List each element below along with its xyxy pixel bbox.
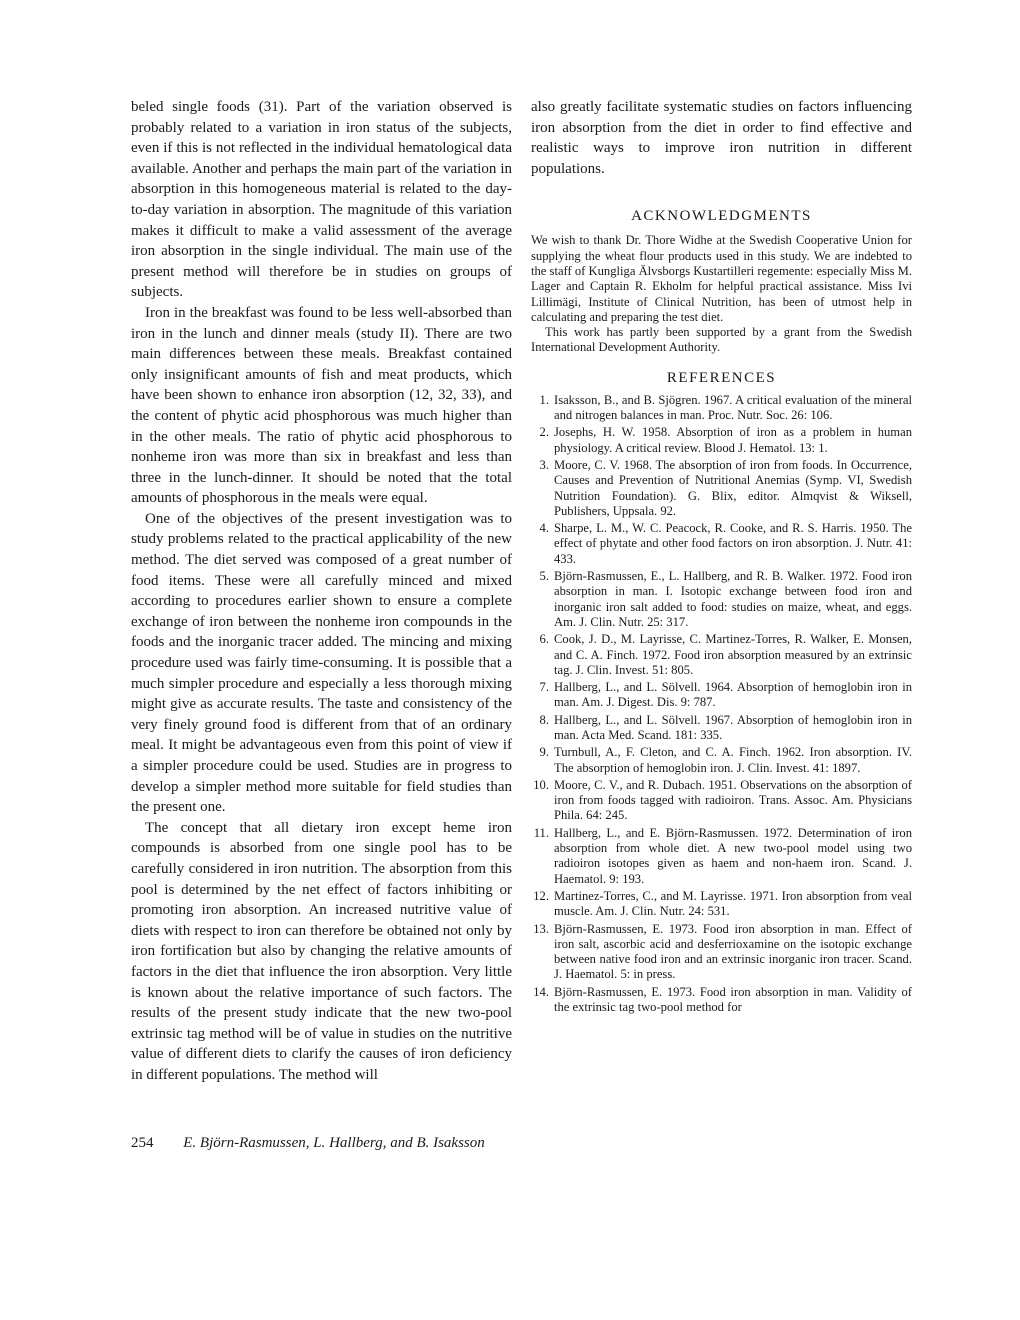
- reference-number: 1.: [539, 392, 549, 407]
- reference-item: [531, 393, 912, 424]
- body-paragraph: One of the objectives of the present investigation was to study problems related to the practical applicability of the new method. The diet served was composed of a great number of food items. These were all carefully minced and mixed according to procedures earlier shown to ensure a complete exchange of iron between the nonheme iron compounds in the foods and the inorganic tracer added. The mincing and mixing procedure used was fairly time-consuming. It is possible that a much simpler procedure and especially a less thorough mixing might give as accurate results. The taste and consistency of the very finely ground food is different from that of an ordinary meal. It might be advantageous even from this point of view if a simpler procedure could be used. Studies are in progress to develop a simpler method more suitable for field studies than the present one.: [131, 510, 512, 816]
- reference-text: Sharpe, L. M., W. C. Peacock, R. Cooke, and R. S. Harris. 1950. The effect of phytate and other food factors on iron absorption. J. Nutr. 41: 433.: [554, 521, 912, 566]
- reference-number: 12.: [533, 888, 549, 903]
- page-number: 254: [131, 1135, 154, 1151]
- reference-item: [531, 922, 912, 983]
- reference-number: 5.: [539, 569, 549, 584]
- reference-item: [531, 521, 912, 567]
- reference-text: Turnbull, A., F. Cleton, and C. A. Finch. 1962. Iron absorption. IV. The absorption of hemoglobin iron. J. Clin. Invest. 41: 1897.: [554, 745, 912, 775]
- reference-number: 2.: [539, 425, 549, 440]
- acknowledgments-paragraph: We wish to thank Dr. Thore Widhe at the Swedish Cooperative Union for supplying the wheat flour products used in this study. We are indebted to the staff of Kungliga Älvsborgs Kustartilleri regemente: especially Miss M. Lager and Captain R. Ekholm for helpful practical assistance. Miss Ivi Lillimägi, Institute of Clinical Nutrition, has been of utmost help in calculating and preparing the test diet.: [531, 233, 912, 324]
- reference-item: [531, 680, 912, 711]
- reference-item: [531, 713, 912, 744]
- left-column: [131, 97, 512, 1086]
- right-column: [531, 97, 912, 1017]
- reference-item: [531, 745, 912, 776]
- reference-number: 8.: [539, 712, 549, 727]
- reference-text: Hallberg, L., and L. Sölvell. 1967. Absorption of hemoglobin iron in man. Acta Med. Scand. 181: 335.: [554, 712, 912, 742]
- reference-text: Björn-Rasmussen, E., L. Hallberg, and R. B. Walker. 1972. Food iron absorption in man. I. Isotopic exchange between food iron and inorganic iron salt added to food: studies on maize, wheat, and eggs. Am. J. Clin. Nutr. 25: 317.: [554, 569, 912, 629]
- reference-list: [531, 393, 912, 1016]
- reference-item: [531, 778, 912, 824]
- body-paragraph-continuation: also greatly facilitate systematic studies on factors influencing iron absorption from the diet in order to find effective and realistic ways to improve iron nutrition in different populations.: [531, 99, 912, 177]
- body-paragraph: beled single foods (31). Part of the variation observed is probably related to a variation in iron status of the subjects, even if this is not reflected in the individual hematological data available. Another and perhaps the main part of the variation in absorption in this homogeneous material is related to the day-to-day variation in absorption. The magnitude of this variation makes it difficult to make a valid assessment of the average iron absorption in the single individual. The main use of the present method will therefore be in studies on groups of subjects.: [131, 99, 512, 301]
- reference-number: 9.: [539, 745, 549, 760]
- reference-number: 10.: [533, 777, 549, 792]
- reference-number: 14.: [533, 984, 549, 999]
- reference-number: 11.: [533, 825, 549, 840]
- reference-text: Moore, C. V., and R. Dubach. 1951. Observations on the absorption of iron from foods tagged with radioiron. Trans. Assoc. Am. Physicians Phila. 64: 245.: [554, 777, 912, 823]
- reference-number: 4.: [539, 521, 549, 536]
- references-heading: REFERENCES: [666, 369, 777, 386]
- reference-number: 6.: [539, 632, 549, 647]
- reference-text: Cook, J. D., M. Layrisse, C. Martinez-Torres, R. Walker, E. Monsen, and C. A. Finch. 1972. Food iron absorption measured by an extrinsic tag. J. Clin. Invest. 51: 805.: [554, 632, 912, 677]
- reference-text: Moore, C. V. 1968. The absorption of iron from foods. In Occurrence, Causes and Prevention of Nutritional Anemias (Symp. VI, Swedish Nutrition Foundation). G. Blix, editor. Almqvist & Wiksell, Publishers, Uppsala. 92.: [554, 457, 912, 518]
- acknowledgments-heading: ACKNOWLEDGMENTS: [631, 208, 812, 225]
- acknowledgments-paragraph: This work has partly been supported by a grant from the Swedish International Development Authority.: [531, 325, 912, 355]
- reference-item: [531, 985, 912, 1016]
- reference-number: 13.: [533, 921, 549, 936]
- reference-number: 3.: [539, 457, 549, 472]
- reference-item: [531, 569, 912, 630]
- reference-item: [531, 826, 912, 887]
- reference-text: Björn-Rasmussen, E. 1973. Food iron absorption in man. Effect of iron salt, ascorbic acid and desferrioxamine on the isotopic exchange between native food iron and an extrinsic inorganic iron tracer. Scand. J. Haematol. 5: in press.: [554, 921, 912, 982]
- reference-text: Hallberg, L., and L. Sölvell. 1964. Absorption of hemoglobin iron in man. Am. J. Digest. Dis. 9: 787.: [554, 680, 912, 710]
- reference-item: [531, 425, 912, 456]
- reference-number: 7.: [539, 680, 549, 695]
- reference-text: Hallberg, L., and E. Björn-Rasmussen. 1972. Determination of iron absorption from whole diet. A new two-pool model using two radioiron isotopes given as haem and non-haem iron. Scand. J. Haematol. 9: 193.: [554, 825, 912, 886]
- reference-text: Isaksson, B., and B. Sjögren. 1967. A critical evaluation of the mineral and nitrogen balances in man. Proc. Nutr. Soc. 26: 106.: [554, 392, 912, 423]
- reference-item: [531, 458, 912, 519]
- running-head: E. Björn-Rasmussen, L. Hallberg, and B. Isaksson: [183, 1135, 485, 1151]
- reference-item: [531, 889, 912, 920]
- reference-text: Björn-Rasmussen, E. 1973. Food iron absorption in man. Validity of the extrinsic tag two-pool method for: [554, 984, 912, 1015]
- body-paragraph: Iron in the breakfast was found to be less well-absorbed than iron in the lunch and dinner meals (study II). There are two main differences between these meals. Breakfast contained only insignificant amounts of fish and meat products, which have been shown to enhance iron absorption (12, 32, 33), and the content of phytic acid phosphorous was much higher than in the other meals. The ratio of phytic acid phosphorous to nonheme iron was more than six in breakfast and less than three in the lunch-dinner. It should be noted that the total amounts of phosphorous in the meals were equal.: [131, 304, 512, 507]
- reference-text: Martinez-Torres, C., and M. Layrisse. 1971. Iron absorption from veal muscle. Am. J. Clin. Nutr. 24: 531.: [554, 888, 912, 919]
- body-paragraph: The concept that all dietary iron except heme iron compounds is absorbed from one single pool has to be carefully considered in iron nutrition. The absorption from this pool is determined by the net effect of factors inhibiting or promoting iron absorption. An increased nutritive value of diets with respect to iron can therefore be obtained not only by iron fortification but also by changing the relative amounts of factors in the diet that influence the iron absorption. Very little is known about the relative importance of such factors. The results of the present study indicate that the new two-pool extrinsic tag method will be of value in studies on the nutritive value of different diets to clarify the causes of iron deficiency in different populations. The method will: [131, 819, 512, 1083]
- reference-item: [531, 632, 912, 678]
- reference-text: Josephs, H. W. 1958. Absorption of iron as a problem in human physiology. A critical review. Blood J. Hematol. 13: 1.: [554, 425, 912, 455]
- page-footer: [131, 1135, 485, 1152]
